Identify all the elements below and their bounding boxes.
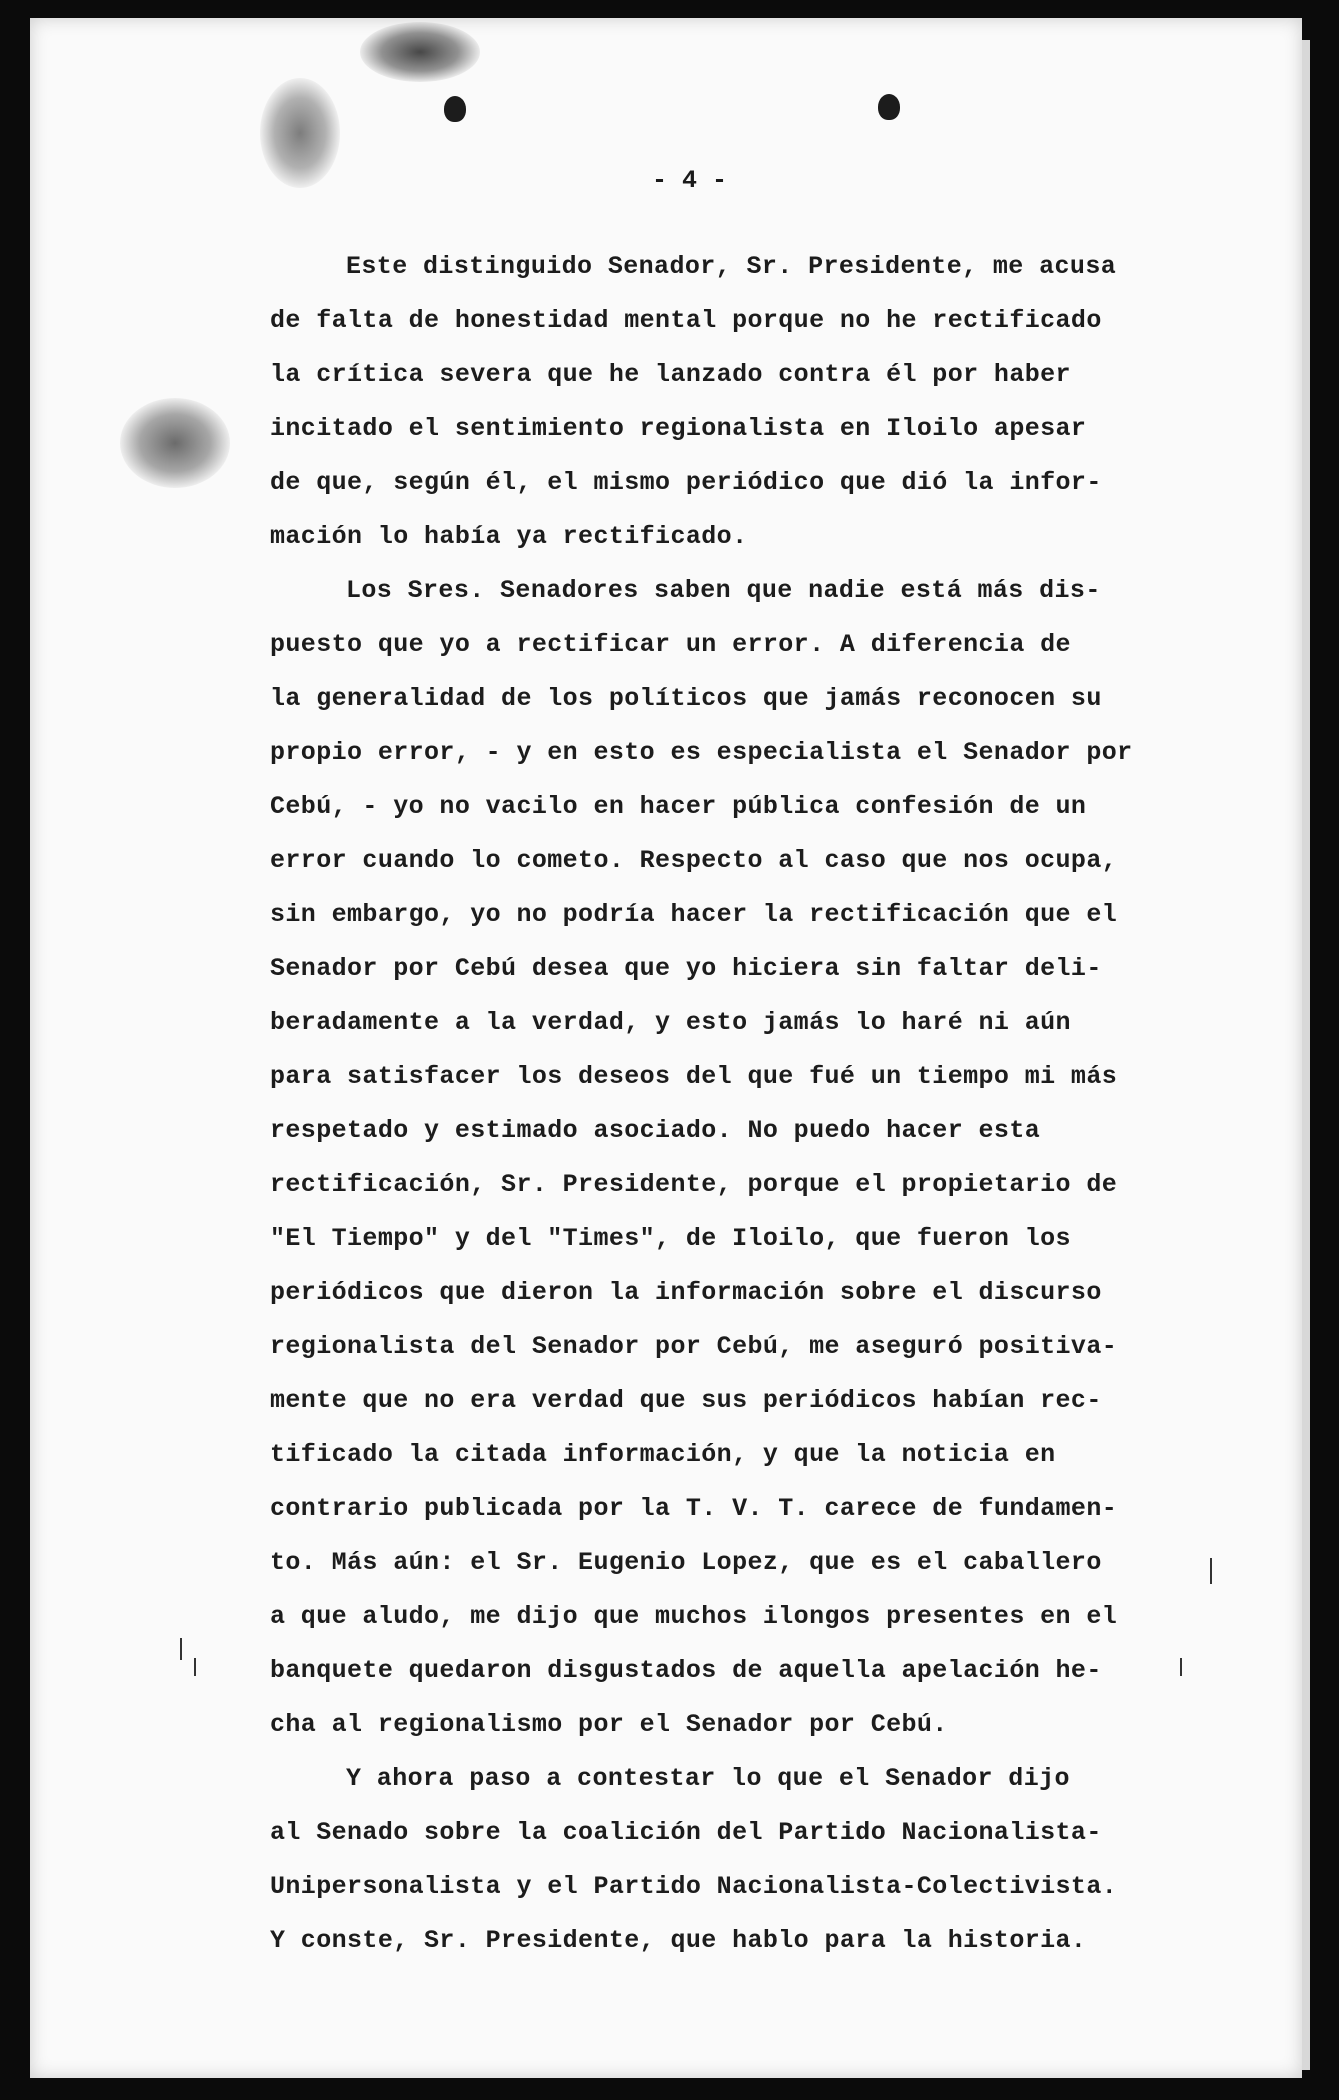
margin-mark bbox=[180, 1638, 182, 1660]
text-line: de falta de honestidad mental porque no he rectificado bbox=[270, 306, 1102, 335]
text-line: al Senado sobre la coalición del Partido Nacionalista- bbox=[270, 1818, 1102, 1847]
margin-mark bbox=[1210, 1558, 1212, 1584]
text-line: mación lo había ya rectificado. bbox=[270, 522, 748, 551]
margin-mark bbox=[194, 1658, 196, 1676]
text-line: propio error, - y en esto es especialista el Senador por bbox=[270, 738, 1133, 767]
text-line: to. Más aún: el Sr. Eugenio Lopez, que es el caballero bbox=[270, 1548, 1102, 1577]
text-line: sin embargo, yo no podría hacer la rectificación que el bbox=[270, 900, 1118, 929]
text-line: Cebú, - yo no vacilo en hacer pública confesión de un bbox=[270, 792, 1087, 821]
text-line: tificado la citada información, y que la noticia en bbox=[270, 1440, 1056, 1469]
text-line: Este distinguido Senador, Sr. Presidente, me acusa bbox=[346, 252, 1117, 281]
text-line: Y ahora paso a contestar lo que el Senador dijo bbox=[346, 1764, 1070, 1793]
text-line: Senador por Cebú desea que yo hiciera sin faltar deli- bbox=[270, 954, 1102, 983]
text-line: banquete quedaron disgustados de aquella apelación he- bbox=[270, 1656, 1102, 1685]
paragraph-1 bbox=[270, 240, 1170, 564]
text-line: incitado el sentimiento regionalista en Iloilo apesar bbox=[270, 414, 1087, 443]
text-line: rectificación, Sr. Presidente, porque el propietario de bbox=[270, 1170, 1118, 1199]
paragraph-3 bbox=[270, 1752, 1170, 1968]
text-line: beradamente a la verdad, y esto jamás lo haré ni aún bbox=[270, 1008, 1071, 1037]
text-line: Y conste, Sr. Presidente, que hablo para la historia. bbox=[270, 1926, 1087, 1955]
punch-hole-right bbox=[878, 94, 900, 120]
text-line: contrario publicada por la T. V. T. carece de fundamen- bbox=[270, 1494, 1118, 1523]
text-line: Los Sres. Senadores saben que nadie está más dis- bbox=[346, 576, 1101, 605]
text-line: Unipersonalista y el Partido Nacionalista-Colectivista. bbox=[270, 1872, 1118, 1901]
text-line: mente que no era verdad que sus periódicos habían rec- bbox=[270, 1386, 1102, 1415]
text-line: cha al regionalismo por el Senador por Cebú. bbox=[270, 1710, 948, 1739]
stain-margin-left bbox=[120, 398, 230, 488]
text-line: a que aludo, me dijo que muchos ilongos presentes en el bbox=[270, 1602, 1118, 1631]
paragraph-2 bbox=[270, 564, 1170, 1752]
text-line: la crítica severa que he lanzado contra él por haber bbox=[270, 360, 1071, 389]
text-line: respetado y estimado asociado. No puedo hacer esta bbox=[270, 1116, 1041, 1145]
text-line: de que, según él, el mismo periódico que dió la infor- bbox=[270, 468, 1102, 497]
text-line: error cuando lo cometo. Respecto al caso que nos ocupa, bbox=[270, 846, 1118, 875]
margin-mark bbox=[1180, 1658, 1182, 1676]
text-line: "El Tiempo" y del "Times", de Iloilo, que fueron los bbox=[270, 1224, 1071, 1253]
text-line: para satisfacer los deseos del que fué un tiempo mi más bbox=[270, 1062, 1118, 1091]
text-line: periódicos que dieron la información sobre el discurso bbox=[270, 1278, 1102, 1307]
stain-top bbox=[360, 22, 480, 82]
text-line: la generalidad de los políticos que jamás reconocen su bbox=[270, 684, 1102, 713]
text-line: regionalista del Senador por Cebú, me aseguró positiva- bbox=[270, 1332, 1118, 1361]
punch-hole-left bbox=[444, 96, 466, 122]
page-number: - 4 - bbox=[651, 166, 727, 195]
text-line: puesto que yo a rectificar un error. A diferencia de bbox=[270, 630, 1071, 659]
document-body bbox=[270, 240, 1170, 1968]
